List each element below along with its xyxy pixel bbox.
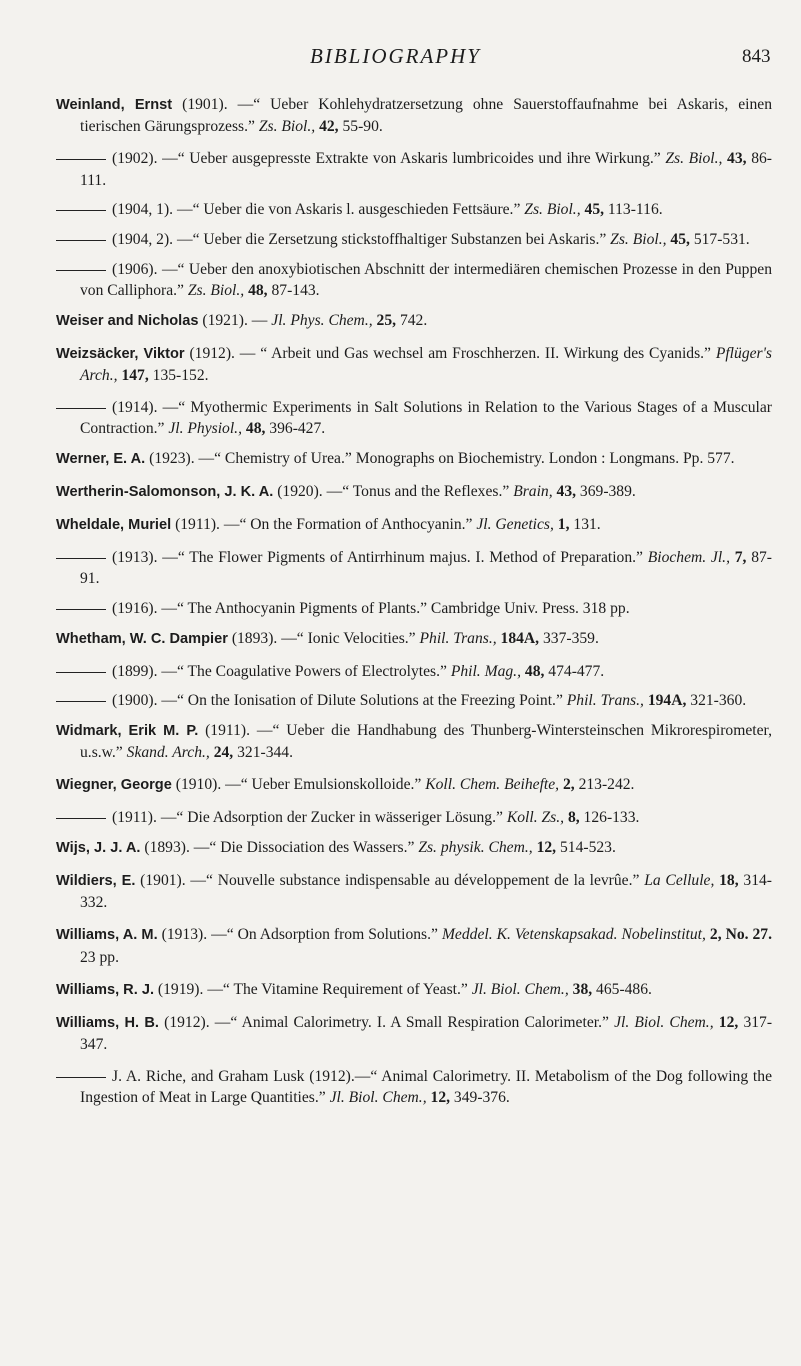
bibliography-entry: [56, 774, 772, 796]
entry-journal: Jl. Biol. Chem.,: [471, 980, 569, 998]
entry-pages: 369-389.: [579, 483, 636, 500]
entry-pages: 517-531.: [693, 231, 750, 248]
entry-year: (1900).: [112, 692, 158, 710]
entry-pages: 113-116.: [607, 201, 663, 219]
entry-title: —“ Ueber ausgepresste Extrakte von Askaris lumbricoides und ihre Wirkung.”: [162, 150, 661, 168]
repeat-author-dash: [56, 701, 106, 702]
entry-journal: Koll. Zs.,: [506, 809, 565, 827]
entry-year: (1904, 2).: [112, 231, 174, 248]
repeat-author-dash: [56, 558, 106, 559]
entry-title: —“ The Flower Pigments of Antirrhinum majus. I. Method of Preparation.”: [162, 549, 643, 566]
entry-author: Williams, A. M.: [56, 927, 158, 944]
entry-author: Whetham, W. C. Dampier: [56, 630, 228, 647]
entry-year: (1923).: [149, 450, 195, 467]
entry-author: Wheldale, Muriel: [56, 517, 172, 533]
entry-volume: 48,: [248, 282, 268, 299]
bibliography-entry: [56, 807, 772, 828]
entry-journal: Jl. Genetics,: [476, 516, 554, 533]
entry-year: (1913).: [161, 926, 208, 944]
bibliography-entry: [56, 837, 772, 859]
entry-pages: 131.: [573, 516, 601, 533]
entry-author: Wiegner, George: [56, 777, 172, 794]
entry-title: —“ Ueber die Zersetzung stickstoffhaltiger Substanzen bei Askaris.”: [176, 231, 607, 248]
entry-title: —“ The Anthocyanin Pigments of Plants.” Cambridge Univ. Press. 318 pp.: [161, 600, 630, 617]
entry-title: —“ Ueber die Handhabung des Thunberg-Wintersteinschen Mikrorespirometer, u.s.w.”: [80, 721, 772, 762]
bibliography-entry: [56, 481, 772, 503]
entry-journal: Meddel. K. Vetenskapsakad. Nobelinstitut,: [441, 926, 706, 944]
entry-volume: 147,: [121, 367, 149, 384]
entry-journal: Jl. Phys. Chem.,: [271, 311, 373, 329]
entry-volume: 38,: [572, 980, 593, 998]
bibliography-entry: [56, 148, 772, 191]
entry-journal: Pflüger's Arch.,: [80, 344, 773, 384]
bibliography-entry: [56, 448, 772, 470]
entry-title: —“ Nouvelle substance indispensable au développement de la levrûe.”: [190, 871, 640, 889]
entry-volume: 25,: [376, 311, 397, 329]
entry-volume: 184A,: [500, 629, 540, 647]
entry-title: —“ The Vitamine Requirement of Yeast.”: [207, 980, 468, 998]
bibliography-entry: [56, 661, 772, 682]
bibliography-entry: [56, 94, 772, 138]
bibliography-entry: [56, 979, 772, 1001]
page-header: [0, 44, 801, 74]
entry-year: (1901).: [182, 96, 228, 113]
entry-pages: 135-152.: [152, 367, 209, 384]
entry-pages: 126-133.: [583, 809, 640, 827]
repeat-author-dash: [56, 240, 106, 241]
bibliography-entry: [56, 514, 772, 536]
entry-title: —“ Ionic Velocities.”: [281, 629, 416, 647]
entry-author: Weiser and Nicholas: [56, 312, 199, 329]
entry-volume: 43,: [556, 483, 577, 500]
entry-title: —“ Ueber die von Askaris l. ausgeschieden Fettsäure.”: [176, 201, 521, 219]
entry-journal: Phil. Trans.,: [419, 629, 497, 647]
entry-pages: 23 pp.: [80, 948, 119, 966]
bibliography-entry: [56, 870, 772, 914]
entry-volume: 194A,: [647, 692, 687, 710]
entry-year: (1911).: [175, 516, 220, 533]
bibliography-entry: [56, 199, 772, 220]
bibliography-entry: [56, 1066, 772, 1109]
entry-volume: 48,: [245, 420, 266, 438]
bibliography-entry: [56, 690, 772, 711]
entry-author: Weizsäcker, Viktor: [56, 345, 185, 362]
entry-pages: 314-332.: [80, 871, 772, 912]
repeat-author-dash: [56, 159, 106, 160]
entry-journal: Zs. Biol.,: [258, 118, 316, 136]
entry-journal: Jl. Biol. Chem.,: [614, 1013, 714, 1031]
entry-title: —“ Animal Calorimetry. I. A Small Respiration Calorimeter.”: [214, 1013, 609, 1031]
entry-year: (1916).: [112, 600, 158, 617]
entry-journal: Zs. Biol.,: [187, 282, 245, 299]
bibliography-entry: [56, 229, 772, 250]
entry-title: —“ The Coagulative Powers of Electrolytes.”: [161, 662, 447, 680]
entry-year: (1902).: [112, 150, 158, 168]
repeat-author-dash: [56, 609, 106, 610]
entry-volume: 45,: [670, 231, 690, 248]
entry-year: (1899).: [112, 662, 158, 680]
entry-pages: 317-347.: [80, 1013, 773, 1053]
entry-volume: 2,: [562, 776, 575, 794]
entry-volume: 8,: [567, 809, 580, 827]
page-number: 843: [742, 46, 771, 67]
entry-journal: Zs. Biol.,: [524, 201, 581, 219]
entry-title: —“ Chemistry of Urea.” Monographs on Biochemistry. London : Longmans. Pp. 577.: [198, 450, 735, 467]
entry-journal: Jl. Biol. Chem.,: [329, 1089, 427, 1107]
entry-author: Williams, R. J.: [56, 981, 155, 998]
entry-volume: 12,: [430, 1089, 451, 1107]
entry-year: (1901).: [140, 871, 186, 889]
entry-year: (1912).: [189, 344, 235, 362]
entry-title: —“ Tonus and the Reflexes.”: [326, 483, 510, 500]
entry-year: (1911).: [112, 809, 157, 827]
entry-volume: 12,: [718, 1013, 739, 1031]
entry-volume: 24,: [213, 744, 234, 762]
bibliography-entry: [56, 1012, 772, 1056]
entry-volume: 48,: [524, 662, 545, 680]
entry-author: Wijs, J. J. A.: [56, 839, 141, 856]
entry-year: (1914).: [112, 399, 158, 416]
repeat-author-dash: [56, 270, 106, 271]
entry-volume: 43,: [727, 150, 747, 168]
entry-author: Weinland, Ernst: [56, 97, 173, 113]
entry-year: (1920).: [277, 483, 323, 500]
entry-volume: 7,: [734, 549, 747, 566]
entry-pages: 337-359.: [543, 629, 599, 647]
entry-pages: 321-344.: [237, 744, 293, 762]
entry-pages: 213-242.: [578, 776, 635, 794]
entry-author: Wildiers, E.: [56, 872, 136, 889]
repeat-author-dash: [56, 210, 106, 211]
entry-volume: 18,: [719, 871, 739, 889]
entry-pages: 86-111.: [80, 150, 772, 189]
entry-pages: 465-486.: [596, 980, 652, 998]
entry-year: (1919).: [157, 980, 204, 998]
entry-pages: 514-523.: [559, 838, 616, 856]
entry-title: — “ Arbeit und Gas wechsel am Froschherzen. II. Wirkung des Cyanids.”: [239, 344, 711, 362]
entry-year: (1906).: [112, 260, 158, 278]
entry-journal: Skand. Arch.,: [126, 744, 210, 762]
entry-journal: Jl. Physiol.,: [168, 420, 242, 438]
bibliography-entry: [56, 259, 772, 302]
bibliography-entry: [56, 343, 772, 387]
entry-author: Wertherin-Salomonson, J. K. A.: [56, 484, 274, 500]
entry-volume: 2, No. 27.: [709, 926, 772, 944]
entry-title: —: [251, 311, 268, 329]
entry-year: (1910).: [175, 776, 222, 794]
bibliography-list: [56, 94, 772, 1117]
entry-year: (1893).: [231, 629, 278, 647]
entry-pages: 321-360.: [690, 692, 747, 710]
bibliography-entry: [56, 547, 772, 590]
entry-title: —“ Die Dissociation des Wassers.”: [193, 838, 415, 856]
entry-title: —“ Ueber den anoxybiotischen Abschnitt der intermediären chemischen Prozesse in den Puppen von Calliphora.”: [80, 260, 772, 299]
entry-journal: Zs. Biol.,: [610, 231, 667, 248]
entry-journal: Zs. physik. Chem.,: [418, 838, 533, 856]
entry-year: (1904, 1).: [112, 201, 174, 219]
entry-title: —“ Ueber Emulsionskolloide.”: [225, 776, 422, 794]
entry-journal: Phil. Mag.,: [450, 662, 521, 680]
entry-year: (1921).: [202, 311, 248, 329]
entry-pages: 87-143.: [271, 282, 320, 299]
entry-title: —“ Die Adsorption der Zucker in wässeriger Lösung.”: [160, 809, 503, 827]
entry-pages: 87-91.: [80, 549, 772, 588]
repeat-author-dash: [56, 1077, 106, 1078]
entry-pages: 396-427.: [269, 420, 326, 438]
entry-year: (1893).: [144, 838, 190, 856]
running-head: BIBLIOGRAPHY: [310, 44, 481, 68]
entry-title: —“ Myothermic Experiments in Salt Solutions in Relation to the Various Stages of a Muscular Contraction.”: [80, 399, 772, 438]
entry-pages: 474-477.: [548, 662, 605, 680]
entry-journal: Koll. Chem. Beihefte,: [425, 776, 560, 794]
entry-volume: 12,: [536, 838, 557, 856]
entry-title: —“ Ueber Kohlehydratzersetzung ohne Sauerstoffaufnahme bei Askaris, einen tierischen Gärungsprozess.”: [80, 96, 773, 136]
entry-journal: Zs. Biol.,: [665, 150, 723, 168]
entry-volume: 45,: [584, 201, 605, 219]
entry-year: (1911).: [205, 721, 251, 739]
entry-author: Williams, H. B.: [56, 1014, 159, 1031]
entry-year: (1912).: [164, 1013, 210, 1031]
entry-pages: 742.: [399, 311, 428, 329]
bibliography-entry: [56, 397, 772, 440]
entry-title: —“ On the Ionisation of Dilute Solutions at the Freezing Point.”: [161, 692, 563, 710]
entry-volume: 1,: [557, 516, 570, 533]
entry-journal: Brain,: [513, 483, 553, 500]
entry-title: —“ On the Formation of Anthocyanin.”: [223, 516, 473, 533]
bibliography-entry: [56, 720, 772, 764]
entry-title: J. A. Riche, and Graham Lusk (1912).—“ Animal Calorimetry. II. Metabolism of the Dog following the Ingestion of Meat in Large Quantities.”: [80, 1068, 772, 1107]
entry-pages: 55-90.: [342, 118, 383, 136]
entry-pages: 349-376.: [453, 1089, 510, 1107]
bibliography-entry: [56, 598, 772, 619]
bibliography-entry: [56, 628, 772, 650]
repeat-author-dash: [56, 818, 106, 819]
entry-author: Werner, E. A.: [56, 451, 146, 467]
bibliography-entry: [56, 310, 772, 332]
entry-journal: Phil. Trans.,: [566, 692, 644, 710]
repeat-author-dash: [56, 672, 106, 673]
entry-journal: La Cellule,: [644, 871, 715, 889]
entry-author: Widmark, Erik M. P.: [56, 722, 199, 739]
entry-volume: 42,: [319, 118, 339, 136]
entry-title: —“ On Adsorption from Solutions.”: [211, 926, 438, 944]
bibliography-entry: [56, 924, 772, 968]
repeat-author-dash: [56, 408, 106, 409]
entry-year: (1913).: [112, 549, 158, 566]
entry-journal: Biochem. Jl.,: [647, 549, 730, 566]
